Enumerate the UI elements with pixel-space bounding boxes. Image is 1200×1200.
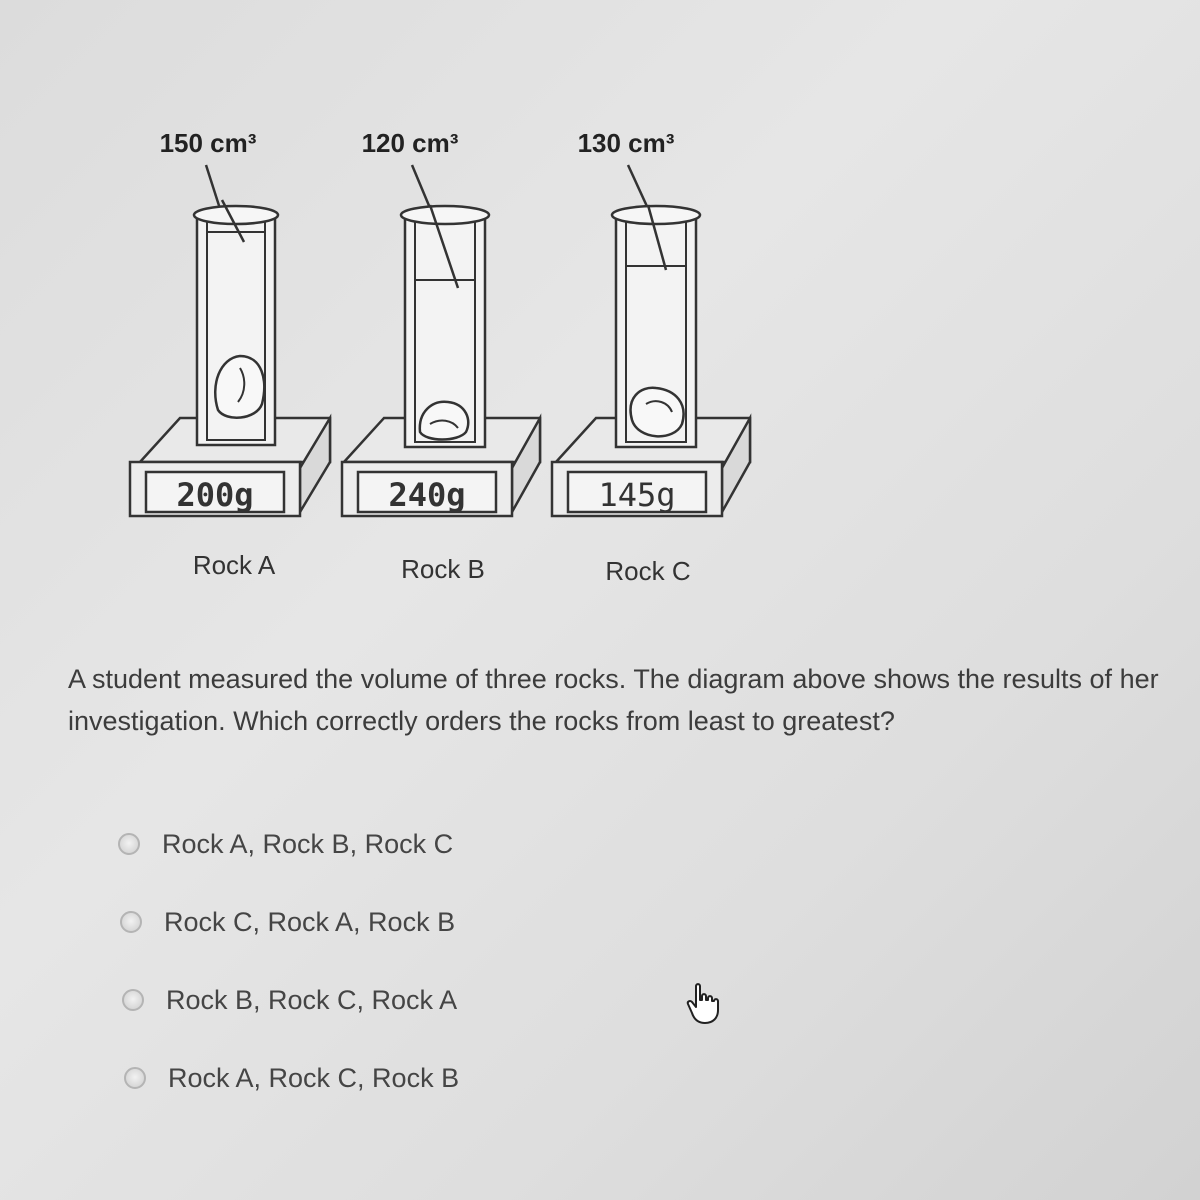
answer-option-4[interactable] (124, 1054, 459, 1102)
rock-b-volume-label: 120 cm³ (361, 128, 459, 158)
question-text: A student measured the volume of three rocks. The diagram above shows the results of her investigation. Which correctly orders the rocks from least to greatest? (68, 664, 1159, 736)
rock-a-mass-label: 200g (176, 476, 254, 514)
radio-button-4[interactable] (124, 1067, 146, 1089)
rock-a-volume-label: 150 cm³ (159, 128, 257, 158)
rock-b-label: Rock B (401, 554, 485, 584)
radio-button-1[interactable] (118, 833, 140, 855)
rock-c-setup (552, 128, 750, 586)
radio-button-3[interactable] (122, 989, 144, 1011)
answer-option-3-label: Rock B, Rock C, Rock A (166, 984, 458, 1015)
answer-option-1-label: Rock A, Rock B, Rock C (162, 828, 454, 859)
rock-b-cylinder (401, 205, 489, 447)
rock-c-volume-label: 130 cm³ (577, 128, 675, 158)
answer-option-3[interactable] (122, 976, 457, 1024)
rock-c-label: Rock C (605, 556, 691, 586)
answer-option-4-label: Rock A, Rock C, Rock B (168, 1062, 460, 1093)
rock-b-setup (342, 128, 540, 584)
rock-b-mass-label: 240g (388, 476, 466, 514)
rock-c-mass-label: 145g (598, 476, 676, 514)
rock-c-cylinder (612, 205, 700, 447)
answer-option-2-label: Rock C, Rock A, Rock B (164, 906, 456, 937)
rock-a-label: Rock A (192, 550, 276, 580)
rock-a-setup (130, 128, 330, 580)
rock-a-cylinder (194, 200, 278, 445)
answer-option-2[interactable] (120, 898, 455, 946)
hand-pointer-icon (684, 982, 724, 1026)
answer-option-1[interactable] (118, 820, 453, 868)
radio-button-2[interactable] (120, 911, 142, 933)
